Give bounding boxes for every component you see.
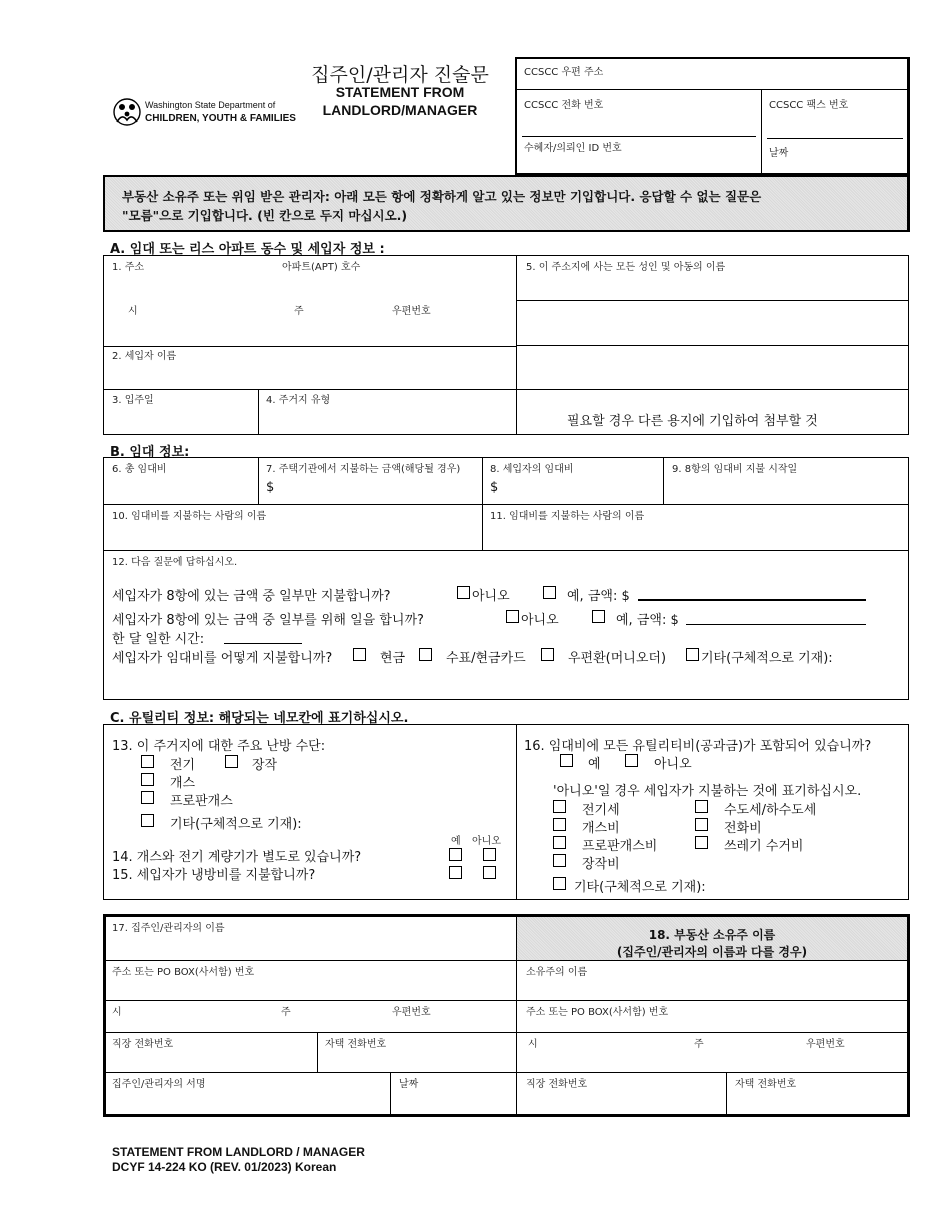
- pay-other-label: 기타(구체적으로 기재):: [701, 651, 833, 666]
- heat-propane-label: 프로판개스: [170, 794, 233, 809]
- partial-payment-amount-field[interactable]: [638, 599, 866, 601]
- family-logo-icon: [112, 96, 142, 128]
- util-electric-label: 전기세: [582, 803, 620, 818]
- heat-other-checkbox[interactable]: [141, 814, 154, 827]
- address-field[interactable]: [106, 272, 514, 298]
- monthly-hours-field[interactable]: [224, 643, 302, 644]
- client-id-label: 수혜자/의뢰인 ID 번호: [524, 143, 622, 154]
- landlord-signature-label: 집주인/관리자의 서명: [112, 1079, 206, 1090]
- move-in-date-label: 3. 입주일: [112, 395, 154, 406]
- owner-zip-label: 우편번호: [806, 1039, 845, 1050]
- pay-other-field[interactable]: [112, 668, 904, 696]
- tenant-name-label: 2. 세입자 이름: [112, 351, 177, 362]
- partial-payment-yes-label: 예, 금액: $: [567, 589, 630, 604]
- landlord-city-label: 시: [112, 1007, 122, 1018]
- util-propane-checkbox[interactable]: [553, 836, 566, 849]
- instruction-line-2: "모름"으로 기입합니다. (빈 칸으로 두지 마십시오.): [122, 208, 408, 223]
- separate-meters-no-checkbox[interactable]: [483, 848, 496, 861]
- heat-gas-label: 개스: [170, 776, 196, 791]
- owner-address-label: 주소 또는 PO BOX(사서함) 번호: [526, 1007, 669, 1018]
- util-electric-checkbox[interactable]: [553, 800, 566, 813]
- page-title-korean: 집주인/관리자 진술문: [311, 64, 489, 86]
- util-gas-checkbox[interactable]: [553, 818, 566, 831]
- utilities-included-question: 16. 임대비에 모든 유틸리티비(공과금)가 포함되어 있습니까?: [524, 739, 872, 754]
- owner-work-phone-label: 직장 전화번호: [526, 1079, 588, 1090]
- ccscc-fax-field[interactable]: [767, 138, 903, 139]
- dcyf-logo: [112, 96, 296, 130]
- instruction-line-1: 부동산 소유주 또는 위임 받은 관리자: 아래 모든 항에 정확하게 알고 있는 정보만 기입합니다. 응답할 수 없는 질문은: [122, 189, 762, 204]
- heat-electric-checkbox[interactable]: [141, 755, 154, 768]
- payment-method-question: 세입자가 임대비를 어떻게 지불합니까?: [112, 651, 333, 666]
- signature-date-label: 날짜: [399, 1079, 419, 1090]
- question-12-label: 12. 다음 질문에 답하십시오.: [112, 557, 238, 568]
- yes-column-header: 예: [451, 836, 461, 847]
- total-rent-field[interactable]: [106, 474, 256, 502]
- page-title-english-1: STATEMENT FROM: [335, 84, 465, 100]
- owner-city-state-zip-field[interactable]: [520, 1048, 906, 1070]
- landlord-home-phone-field[interactable]: [320, 1048, 514, 1070]
- landlord-state-label: 주: [281, 1007, 291, 1018]
- tenant-rent-currency: $: [490, 480, 499, 495]
- util-gas-label: 개스비: [582, 821, 620, 836]
- heat-other-label: 기타(구체적으로 기재):: [170, 817, 302, 832]
- total-rent-label: 6. 총 임대비: [112, 464, 167, 475]
- utilities-included-no-label: 아니오: [654, 757, 692, 772]
- footer-form-title: STATEMENT FROM LANDLORD / MANAGER: [112, 1145, 365, 1159]
- pay-cash-label: 현금: [380, 651, 406, 666]
- owner-home-phone-field[interactable]: [729, 1088, 906, 1114]
- agency-payment-currency: $: [266, 480, 275, 495]
- heat-propane-checkbox[interactable]: [141, 791, 154, 804]
- owner-city-label: 시: [528, 1039, 538, 1050]
- zip-label: 우편번호: [392, 306, 431, 317]
- household-names-label: 5. 이 주소지에 사는 모든 성인 및 아동의 이름: [526, 262, 726, 273]
- partial-payment-no-label: 아니오: [472, 589, 510, 604]
- utilities-included-yes-checkbox[interactable]: [560, 754, 573, 767]
- pay-other-checkbox[interactable]: [686, 648, 699, 661]
- pay-money-order-checkbox[interactable]: [541, 648, 554, 661]
- util-phone-label: 전화비: [724, 821, 762, 836]
- util-garbage-label: 쓰레기 수거비: [724, 839, 804, 854]
- landlord-address-label: 주소 또는 PO BOX(사서함) 번호: [112, 967, 255, 978]
- work-for-rent-question: 세입자가 8항에 있는 금액 중 일부를 위해 일을 합니까?: [112, 613, 424, 628]
- rent-start-date-field[interactable]: [666, 474, 907, 502]
- landlord-home-phone-label: 자택 전화번호: [325, 1039, 387, 1050]
- utilities-included-yes-label: 예: [588, 757, 601, 772]
- section-c-title: C. 유틸리티 정보: 해당되는 네모칸에 표기하십시오.: [110, 711, 409, 726]
- utilities-no-note: '아니오'일 경우 세입자가 지불하는 것에 표기하십시오.: [553, 784, 862, 799]
- tenant-name-field[interactable]: [106, 361, 514, 387]
- monthly-hours-label: 한 달 일한 시간:: [112, 632, 205, 647]
- address-label: 1. 주소: [112, 262, 145, 273]
- rent-payer-name-field[interactable]: [106, 521, 480, 548]
- work-for-rent-amount-field[interactable]: [686, 624, 866, 625]
- owner-work-phone-field[interactable]: [520, 1088, 724, 1114]
- work-for-rent-no-label: 아니오: [521, 613, 559, 628]
- util-water-checkbox[interactable]: [695, 800, 708, 813]
- section-a-title: A. 임대 또는 리스 아파트 동수 및 세입자 정보 :: [110, 242, 385, 257]
- landlord-zip-label: 우편번호: [392, 1007, 431, 1018]
- owner-name-header: 18. 부동산 소유주 이름: [648, 928, 776, 942]
- separate-meters-yes-checkbox[interactable]: [449, 848, 462, 861]
- cooling-cost-no-checkbox[interactable]: [483, 866, 496, 879]
- partial-payment-no-checkbox[interactable]: [457, 586, 470, 599]
- cooling-cost-yes-checkbox[interactable]: [449, 866, 462, 879]
- ccscc-mail-address-field[interactable]: [520, 76, 905, 88]
- partial-payment-question: 세입자가 8항에 있는 금액 중 일부만 지불합니까?: [112, 589, 391, 604]
- date-label: 날짜: [769, 148, 789, 159]
- landlord-address-field[interactable]: [108, 976, 514, 998]
- city-state-zip-field[interactable]: [106, 316, 514, 344]
- heat-electric-label: 전기: [170, 758, 196, 773]
- ccscc-phone-label: CCSCC 전화 번호: [524, 100, 604, 111]
- pay-check-checkbox[interactable]: [419, 648, 432, 661]
- tenant-rent-label: 8. 세입자의 임대비: [490, 464, 574, 475]
- work-for-rent-yes-checkbox[interactable]: [592, 610, 605, 623]
- dwelling-type-field[interactable]: [261, 405, 514, 433]
- rent-start-date-label: 9. 8항의 임대비 지불 시작일: [672, 464, 798, 475]
- owner-state-label: 주: [694, 1039, 704, 1050]
- owner-name-subheader: (집주인/관리자의 이름과 다를 경우): [616, 945, 808, 959]
- util-water-label: 수도세/하수도세: [724, 803, 817, 818]
- ccscc-phone-field[interactable]: [522, 136, 756, 137]
- pay-money-order-label: 우편환(머니오더): [568, 651, 667, 666]
- heat-gas-checkbox[interactable]: [141, 773, 154, 786]
- rent-payer-name-2-label: 11. 임대비를 지불하는 사람의 이름: [490, 511, 645, 522]
- signature-date-field[interactable]: [393, 1088, 514, 1114]
- tenant-rent-field[interactable]: [502, 474, 661, 502]
- util-phone-checkbox[interactable]: [695, 818, 708, 831]
- heating-question: 13. 이 주거지에 대한 주요 난방 수단:: [112, 739, 326, 754]
- ccscc-fax-label: CCSCC 팩스 번호: [769, 100, 849, 111]
- landlord-city-state-zip-field[interactable]: [108, 1016, 514, 1030]
- logo-line-1: Washington State Department of: [145, 100, 276, 110]
- owner-name-field[interactable]: [520, 976, 906, 998]
- owner-home-phone-label: 자택 전화번호: [735, 1079, 797, 1090]
- rent-payer-name-label: 10. 임대비를 지불하는 사람의 이름: [112, 511, 267, 522]
- owner-name-label: 소유주의 이름: [526, 967, 588, 978]
- city-label: 시: [128, 306, 138, 317]
- cooling-cost-question: 15. 세입자가 냉방비를 지불합니까?: [112, 868, 316, 883]
- footer-form-number: DCYF 14-224 KO (REV. 01/2023) Korean: [112, 1160, 337, 1174]
- agency-payment-field[interactable]: [278, 474, 480, 502]
- landlord-name-label: 17. 집주인/관리자의 이름: [112, 923, 225, 934]
- rent-payer-name-2-field[interactable]: [485, 521, 907, 548]
- work-for-rent-no-checkbox[interactable]: [506, 610, 519, 623]
- state-label: 주: [294, 306, 304, 317]
- work-for-rent-yes-label: 예, 금액: $: [616, 613, 679, 628]
- section-b-title: B. 임대 정보:: [110, 445, 190, 460]
- partial-payment-yes-checkbox[interactable]: [543, 586, 556, 599]
- no-column-header: 아니오: [472, 836, 501, 847]
- util-propane-label: 프로판개스비: [582, 839, 658, 854]
- logo-line-2: CHILDREN, YOUTH & FAMILIES: [145, 113, 296, 124]
- util-other-checkbox[interactable]: [553, 877, 566, 890]
- util-garbage-checkbox[interactable]: [695, 836, 708, 849]
- attach-sheet-note: 필요할 경우 다른 용지에 기입하여 첨부할 것: [567, 414, 818, 429]
- heat-wood-label: 장작: [252, 758, 278, 773]
- util-wood-checkbox[interactable]: [553, 854, 566, 867]
- owner-address-field[interactable]: [520, 1016, 906, 1030]
- utilities-included-no-checkbox[interactable]: [625, 754, 638, 767]
- util-wood-label: 장작비: [582, 857, 620, 872]
- ccscc-mail-address-label: CCSCC 우편 주소: [524, 67, 604, 78]
- pay-cash-checkbox[interactable]: [353, 648, 366, 661]
- landlord-name-field[interactable]: [108, 933, 514, 958]
- pay-check-label: 수표/현금카드: [446, 651, 526, 666]
- agency-payment-label: 7. 주택기관에서 지불하는 금액(해당될 경우): [266, 464, 461, 475]
- landlord-work-phone-label: 직장 전화번호: [112, 1039, 174, 1050]
- household-names-field[interactable]: [519, 272, 907, 397]
- landlord-work-phone-field[interactable]: [108, 1048, 314, 1070]
- dwelling-type-label: 4. 주거지 유형: [266, 395, 331, 406]
- page-title-english-2: LANDLORD/MANAGER: [322, 102, 478, 118]
- separate-meters-question: 14. 개스와 전기 계량기가 별도로 있습니까?: [112, 850, 362, 865]
- landlord-signature-field[interactable]: [108, 1088, 388, 1114]
- move-in-date-field[interactable]: [106, 405, 256, 433]
- apt-number-label: 아파트(APT) 호수: [282, 262, 361, 273]
- util-other-label: 기타(구체적으로 기재):: [574, 880, 706, 895]
- heat-wood-checkbox[interactable]: [225, 755, 238, 768]
